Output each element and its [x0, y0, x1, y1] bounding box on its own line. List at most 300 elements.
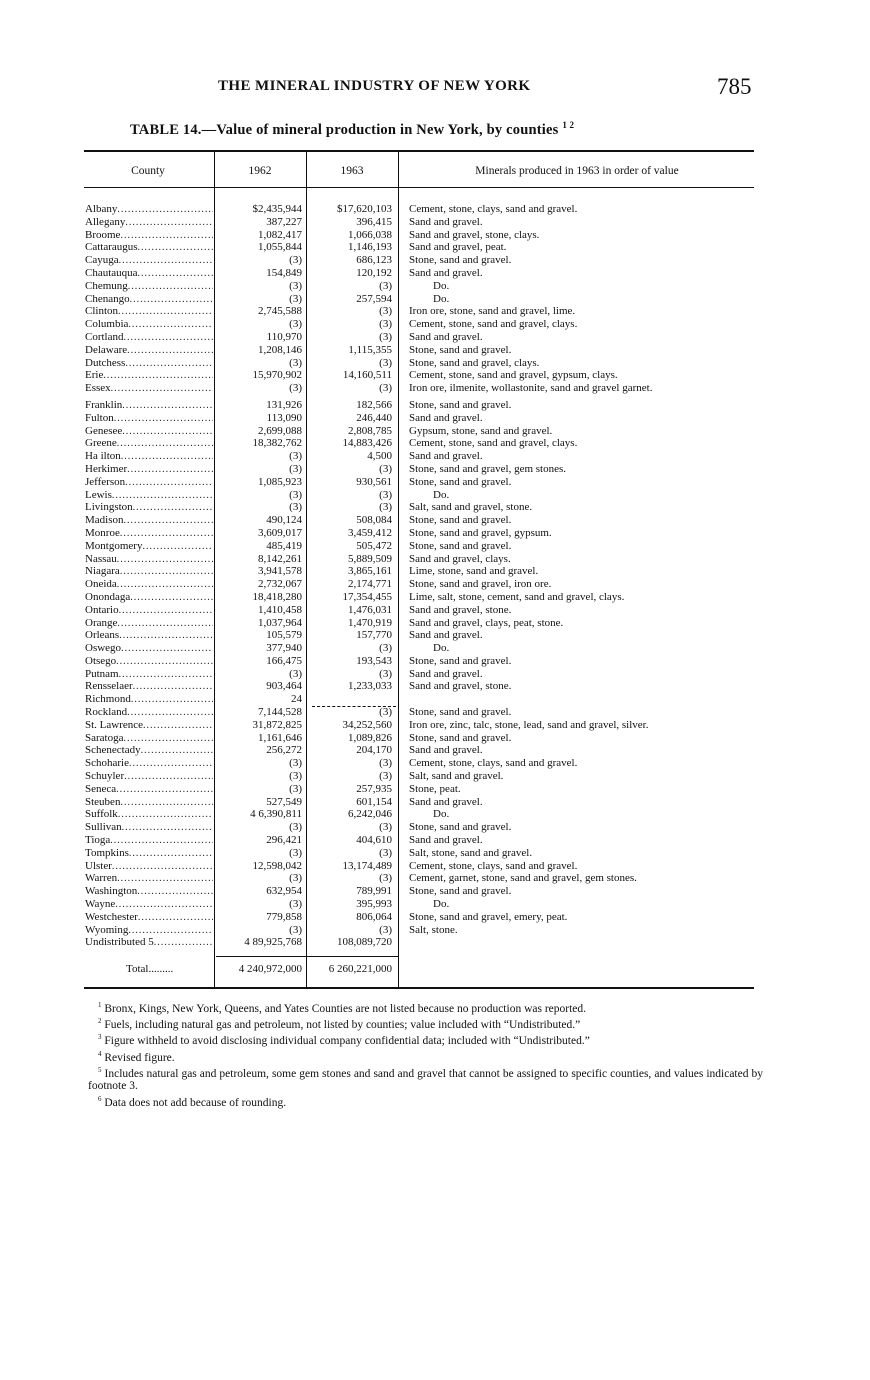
value-1963-cell: (3) — [379, 501, 392, 514]
county-cell: Jefferson ..... — [85, 476, 213, 490]
footnote — [88, 1048, 763, 1064]
minerals-cell: Cement, stone, clays, sand and gravel. — [409, 203, 578, 215]
value-1962-cell: 18,418,280 — [252, 590, 302, 603]
total-label — [126, 963, 216, 976]
table-row — [0, 617, 870, 630]
minerals-cell: Stone, sand and gravel, iron ore. — [409, 578, 552, 591]
minerals-cell: Salt, sand and gravel, stone. — [409, 501, 533, 514]
value-1962-cell: 1,082,417 — [258, 228, 302, 241]
value-1962-cell: 12,598,042 — [252, 859, 302, 872]
header-bottom-rule — [84, 187, 754, 188]
county-cell: Cattaraugus ..... — [85, 241, 213, 255]
value-1963-cell: (3) — [379, 488, 392, 501]
table-caption-text: TABLE 14.—Value of mineral production in New York, by counties — [130, 121, 559, 138]
county-cell: Chenango ..... — [85, 293, 213, 307]
value-1962-cell: 632,954 — [266, 885, 302, 898]
county-cell: Lewis ..... — [85, 489, 213, 503]
county-cell: Steuben ..... — [85, 796, 213, 810]
table-row — [0, 783, 870, 796]
county-cell: Niagara ..... — [85, 565, 213, 579]
minerals-cell: Stone, sand and gravel. — [409, 654, 512, 667]
value-1963-cell: (3) — [379, 318, 392, 331]
minerals-cell: Sand and gravel, stone, clays. — [409, 228, 540, 241]
table-row — [0, 501, 870, 514]
footnote-mark: 1 — [98, 1001, 102, 1009]
county-cell: Columbia ..... — [85, 318, 213, 332]
minerals-cell: Stone, sand and gravel. — [409, 731, 512, 744]
table-row — [0, 489, 870, 502]
value-1963-cell: 14,883,426 — [342, 437, 392, 450]
minerals-cell: Stone, sand and gravel. — [409, 539, 512, 552]
footnote — [88, 1015, 763, 1031]
footnote-text: Fuels, including natural gas and petroleum, not listed by counties; value included with “Undistributed.” — [104, 1019, 581, 1032]
value-1963-cell: $17,620,103 — [337, 203, 392, 215]
minerals-cell: Cement, stone, sand and gravel, clays. — [409, 437, 578, 450]
county-cell: Ontario ..... — [85, 604, 213, 618]
table-row — [0, 437, 870, 450]
value-1963-cell: 806,064 — [356, 910, 392, 923]
page-header — [0, 74, 870, 104]
total-row — [0, 963, 870, 977]
column-header-county: County — [131, 165, 165, 177]
county-cell: Herkimer ..... — [85, 463, 213, 477]
value-1963-cell: 3,865,161 — [348, 565, 392, 578]
value-1963-cell: (3) — [379, 757, 392, 770]
county-cell: Broome ..... — [85, 229, 213, 243]
value-1963-cell: 17,354,455 — [342, 590, 392, 603]
value-1962-cell: 131,926 — [266, 398, 302, 411]
table-row — [0, 382, 870, 395]
minerals-cell: Do. — [433, 642, 450, 655]
value-1963-cell: 14,160,511 — [342, 369, 392, 382]
minerals-cell: Sand and gravel, stone. — [409, 680, 512, 693]
value-1963-cell: 108,089,720 — [337, 936, 392, 949]
column-header-1962: 1962 — [248, 165, 272, 177]
value-1963-cell: 505,472 — [356, 539, 392, 552]
minerals-cell: Stone, sand and gravel. — [409, 821, 512, 834]
table-row — [0, 565, 870, 578]
table-row — [0, 318, 870, 331]
value-1962-cell: 1,085,923 — [258, 475, 302, 488]
table-row — [0, 757, 870, 770]
value-1962-cell: 256,272 — [266, 744, 302, 757]
value-1962-cell: 2,745,588 — [258, 305, 302, 318]
footnote-text: Figure withheld to avoid disclosing individual company confidential data; included with “Undistributed.” — [104, 1035, 590, 1048]
value-1963-cell: (3) — [379, 642, 392, 655]
value-1962-cell: 166,475 — [266, 654, 302, 667]
value-1963-cell: (3) — [379, 706, 392, 719]
footnotes — [88, 999, 763, 1109]
value-1963-cell: (3) — [379, 923, 392, 936]
value-1963-cell: 204,170 — [356, 744, 392, 757]
table-body — [0, 203, 870, 949]
county-cell: Washington ..... — [85, 885, 213, 899]
minerals-cell: Cement, garnet, stone, sand and gravel, gem stones. — [409, 872, 637, 885]
value-1963-cell: (3) — [379, 462, 392, 475]
value-1963-cell: 5,889,509 — [348, 552, 392, 565]
minerals-cell: Do. — [433, 292, 450, 305]
county-cell: Orange ..... — [85, 617, 213, 631]
value-1963-cell: (3) — [379, 279, 392, 292]
minerals-cell: Iron ore, stone, sand and gravel, lime. — [409, 305, 576, 318]
table-row — [0, 553, 870, 566]
footnote-text: Bronx, Kings, New York, Queens, and Yates Counties are not listed because no production was reported. — [104, 1002, 587, 1015]
footnote — [88, 999, 763, 1015]
minerals-cell: Stone, sand and gravel, gypsum. — [409, 526, 552, 539]
table-row — [0, 808, 870, 821]
total-sum-rule — [216, 956, 398, 957]
value-1963-cell: 396,415 — [356, 215, 392, 228]
footnote-mark: 4 — [98, 1049, 102, 1058]
table-row — [0, 331, 870, 344]
table-row — [0, 936, 870, 949]
table-row — [0, 872, 870, 885]
minerals-cell: Do. — [433, 488, 450, 501]
county-cell: Rockland ..... — [85, 706, 213, 720]
value-1963-cell: 1,115,355 — [348, 343, 392, 356]
footnote-mark: 6 — [98, 1094, 102, 1103]
minerals-cell: Stone, sand and gravel, gem stones. — [409, 462, 567, 475]
value-1963-cell: (3) — [379, 846, 392, 859]
table-bottom-rule — [84, 987, 754, 989]
county-cell: Albany ..... — [85, 203, 213, 217]
value-1963-cell: 395,993 — [356, 898, 392, 911]
table-row — [0, 369, 870, 382]
county-cell: Oswego ..... — [85, 642, 213, 656]
value-1962-cell: (3) — [289, 356, 302, 369]
total-1963: 6 260,221,000 — [328, 963, 392, 975]
value-1962-cell: (3) — [289, 318, 302, 331]
county-cell: Saratoga ..... — [85, 732, 213, 746]
table-row — [0, 744, 870, 757]
table-row — [0, 280, 870, 293]
minerals-cell: Stone, sand and gravel, emery, peat. — [409, 910, 568, 923]
value-1962-cell: 779,858 — [266, 910, 302, 923]
minerals-cell: Lime, salt, stone, cement, sand and gravel, clays. — [409, 590, 625, 603]
county-cell: Dutchess ..... — [85, 357, 213, 371]
footnote-mark: 3 — [98, 1033, 102, 1042]
minerals-cell: Stone, sand and gravel. — [409, 475, 512, 488]
county-cell: St. Lawrence ..... — [85, 719, 213, 733]
value-1962-cell: 31,872,825 — [252, 718, 302, 731]
county-cell: Clinton ..... — [85, 305, 213, 319]
footnote-text: Data does not add because of rounding. — [104, 1096, 287, 1109]
value-1962-cell: (3) — [289, 770, 302, 783]
table-row — [0, 591, 870, 604]
value-1962-cell: (3) — [289, 846, 302, 859]
minerals-cell: Cement, stone, sand and gravel, clays. — [409, 318, 578, 331]
value-1963-cell: (3) — [379, 770, 392, 783]
value-1962-cell: 154,849 — [266, 266, 302, 279]
table-row — [0, 412, 870, 425]
footnote — [88, 1064, 763, 1093]
table-row — [0, 655, 870, 668]
value-1963-cell: 1,233,033 — [348, 680, 392, 693]
county-cell: Schuyler ..... — [85, 770, 213, 784]
value-1963-cell: 1,470,919 — [348, 616, 392, 629]
county-cell: Cayuga ..... — [85, 254, 213, 268]
table-row — [0, 834, 870, 847]
table-row — [0, 203, 870, 216]
value-1962-cell: 1,161,646 — [258, 731, 302, 744]
table-row — [0, 305, 870, 318]
value-1962-cell: (3) — [289, 279, 302, 292]
table-row — [0, 693, 870, 706]
county-cell: Schoharie ..... — [85, 757, 213, 771]
table-row — [0, 898, 870, 911]
county-cell: Delaware ..... — [85, 344, 213, 358]
minerals-cell: Sand and gravel. — [409, 330, 483, 343]
county-cell: Wyoming ..... — [85, 924, 213, 938]
table-caption — [130, 120, 574, 139]
county-cell: Ulster ..... — [85, 860, 213, 874]
county-cell: Erie ..... — [85, 369, 213, 383]
total-label-text: Total — [126, 963, 149, 975]
value-1963-cell: 246,440 — [356, 411, 392, 424]
value-1963-cell: 157,770 — [356, 629, 392, 642]
county-cell: Chemung ..... — [85, 280, 213, 294]
minerals-cell: Stone, peat. — [409, 782, 461, 795]
county-cell: Richmond ..... — [85, 693, 213, 707]
value-1962-cell: (3) — [289, 782, 302, 795]
county-cell: Onondaga ..... — [85, 591, 213, 605]
value-1962-cell: (3) — [289, 254, 302, 267]
value-1963-cell: 193,543 — [356, 654, 392, 667]
table-row — [0, 821, 870, 834]
county-cell: Nassau ..... — [85, 553, 213, 567]
footnote-text: Revised figure. — [104, 1051, 175, 1064]
value-1963-cell: 4,500 — [367, 450, 392, 463]
table-row — [0, 254, 870, 267]
table-row — [0, 604, 870, 617]
county-cell: Ha ilton ..... — [85, 450, 213, 464]
value-1963-cell: 1,089,826 — [348, 731, 392, 744]
value-1962-cell: 4 89,925,768 — [244, 936, 302, 949]
minerals-cell: Stone, sand and gravel. — [409, 706, 512, 719]
value-1963-cell: 182,566 — [356, 398, 392, 411]
page-number: 785 — [717, 74, 752, 99]
value-1962-cell: 2,699,088 — [258, 424, 302, 437]
value-1962-cell: 1,410,458 — [258, 603, 302, 616]
value-1963-cell: 1,476,031 — [348, 603, 392, 616]
value-1963-cell: (3) — [379, 821, 392, 834]
value-1962-cell: 3,941,578 — [258, 565, 302, 578]
value-1962-cell: 296,421 — [266, 834, 302, 847]
county-cell: Monroe ..... — [85, 527, 213, 541]
minerals-cell: Stone, sand and gravel. — [409, 398, 512, 411]
value-1962-cell: (3) — [289, 450, 302, 463]
county-cell: Seneca ..... — [85, 783, 213, 797]
table-row — [0, 241, 870, 254]
value-1962-cell: 1,208,146 — [258, 343, 302, 356]
value-1963-cell: 2,174,771 — [348, 578, 392, 591]
column-header-1963: 1963 — [340, 165, 364, 177]
value-1962-cell: (3) — [289, 821, 302, 834]
value-1962-cell: (3) — [289, 923, 302, 936]
value-1963-cell: 1,146,193 — [348, 241, 392, 254]
minerals-cell: Sand and gravel. — [409, 795, 483, 808]
table-row — [0, 668, 870, 681]
column-header-minerals: Minerals produced in 1963 in order of value — [475, 165, 679, 177]
minerals-cell: Cement, stone, sand and gravel, gypsum, clays. — [409, 369, 618, 382]
value-1963-cell: 1,066,038 — [348, 228, 392, 241]
county-cell: Madison ..... — [85, 514, 213, 528]
value-1963-cell: (3) — [379, 382, 392, 395]
minerals-cell: Iron ore, ilmenite, wollastonite, sand and gravel garnet. — [409, 382, 653, 395]
minerals-cell: Cement, stone, clays, sand and gravel. — [409, 859, 578, 872]
table-row — [0, 770, 870, 783]
table-row — [0, 578, 870, 591]
value-1963-cell: 34,252,560 — [342, 718, 392, 731]
footnote — [88, 1031, 763, 1047]
county-cell: Wayne ..... — [85, 898, 213, 912]
total-1962: 4 240,972,000 — [238, 963, 302, 975]
value-1962-cell: 490,124 — [266, 514, 302, 527]
value-1963-cell: 13,174,489 — [342, 859, 392, 872]
value-1962-cell: 2,732,067 — [258, 578, 302, 591]
minerals-cell: Sand and gravel. — [409, 667, 483, 680]
minerals-cell: Sand and gravel, clays. — [409, 552, 511, 565]
value-1962-cell: 377,940 — [266, 642, 302, 655]
county-cell: Cortland ..... — [85, 331, 213, 345]
county-cell: Fulton ..... — [85, 412, 213, 426]
minerals-cell: Sand and gravel. — [409, 834, 483, 847]
value-1962-cell: 105,579 — [266, 629, 302, 642]
minerals-cell: Sand and gravel. — [409, 744, 483, 757]
value-1962-cell: (3) — [289, 757, 302, 770]
table-row — [0, 267, 870, 280]
table-row — [0, 629, 870, 642]
value-1962-cell: (3) — [289, 898, 302, 911]
county-cell: Essex ..... — [85, 382, 213, 396]
minerals-cell: Stone, sand and gravel. — [409, 885, 512, 898]
county-cell: Greene ..... — [85, 437, 213, 451]
county-cell: Putnam ..... — [85, 668, 213, 682]
value-1963-cell: 686,123 — [356, 254, 392, 267]
table-top-rule — [84, 150, 754, 152]
minerals-cell: Salt, sand and gravel. — [409, 770, 504, 783]
table-row — [0, 357, 870, 370]
table-row — [0, 847, 870, 860]
county-cell: Westchester ..... — [85, 911, 213, 925]
value-1962-cell: 387,227 — [266, 215, 302, 228]
total-leader-dots: ......... — [148, 963, 174, 975]
value-1962-cell: $2,435,944 — [252, 203, 302, 215]
county-cell: Oneida ..... — [85, 578, 213, 592]
value-1962-cell: 113,090 — [266, 411, 302, 424]
value-1962-cell: 8,142,261 — [258, 552, 302, 565]
county-cell: Orleans ..... — [85, 629, 213, 643]
value-1962-cell: 110,970 — [266, 330, 302, 343]
county-cell: Allegany ..... — [85, 216, 213, 230]
value-1963-cell: (3) — [379, 356, 392, 369]
value-1962-cell: 18,382,762 — [252, 437, 302, 450]
table-row — [0, 425, 870, 438]
value-1963-cell: (3) — [379, 667, 392, 680]
county-cell: Genesee ..... — [85, 425, 213, 439]
value-1963-cell: 257,935 — [356, 782, 392, 795]
value-1962-cell: 1,037,964 — [258, 616, 302, 629]
minerals-cell: Sand and gravel. — [409, 411, 483, 424]
table-row — [0, 732, 870, 745]
value-1962-cell: (3) — [289, 872, 302, 885]
minerals-cell: Sand and gravel. — [409, 215, 483, 228]
table-row — [0, 344, 870, 357]
value-1962-cell: (3) — [289, 462, 302, 475]
minerals-cell: Gypsum, stone, sand and gravel. — [409, 424, 553, 437]
table-row — [0, 527, 870, 540]
value-1963-cell: 404,610 — [356, 834, 392, 847]
table-row — [0, 293, 870, 306]
value-1963-cell: 3,459,412 — [348, 526, 392, 539]
value-1962-cell: 4 6,390,811 — [250, 808, 302, 821]
minerals-cell: Lime, stone, sand and gravel. — [409, 565, 539, 578]
table-row — [0, 229, 870, 242]
table-row — [0, 860, 870, 873]
footnote-mark: 2 — [98, 1017, 102, 1026]
table-row — [0, 885, 870, 898]
county-cell: Sullivan ..... — [85, 821, 213, 835]
minerals-cell: Sand and gravel, peat. — [409, 241, 507, 254]
value-1963-cell: 120,192 — [356, 266, 392, 279]
table-row — [0, 514, 870, 527]
minerals-cell: Stone, sand and gravel. — [409, 514, 512, 527]
footnote-mark: 5 — [98, 1065, 102, 1074]
minerals-cell: Do. — [433, 279, 450, 292]
value-1963-cell: 930,561 — [356, 475, 392, 488]
value-1963-cell: 601,154 — [356, 795, 392, 808]
minerals-cell: Cement, stone, clays, sand and gravel. — [409, 757, 578, 770]
county-cell: Livingston ..... — [85, 501, 213, 515]
value-1962-cell: (3) — [289, 292, 302, 305]
minerals-cell: Stone, sand and gravel. — [409, 254, 512, 267]
value-1962-cell: (3) — [289, 501, 302, 514]
table-row — [0, 706, 870, 719]
minerals-cell: Stone, sand and gravel. — [409, 343, 512, 356]
minerals-cell: Salt, stone, sand and gravel. — [409, 846, 533, 859]
caption-footnote-refs: 1 2 — [562, 120, 575, 130]
county-cell: Rensselaer ..... — [85, 680, 213, 694]
value-1962-cell: 15,970,902 — [252, 369, 302, 382]
minerals-cell: Do. — [433, 898, 450, 911]
county-cell: Warren ..... — [85, 872, 213, 886]
table-row — [0, 911, 870, 924]
value-1963-cell: (3) — [379, 330, 392, 343]
county-cell: Montgomery ..... — [85, 540, 213, 554]
table-row — [0, 540, 870, 553]
footnote-text: Includes natural gas and petroleum, some gem stones and sand and gravel that cannot be assigned to specific counties, and values indicated by footnote 3. — [88, 1067, 764, 1093]
table-row — [0, 399, 870, 412]
value-1962-cell: 7,144,528 — [258, 706, 302, 719]
value-1962-cell: 903,464 — [266, 680, 302, 693]
value-1963-cell: 257,594 — [356, 292, 392, 305]
value-1962-cell: (3) — [289, 667, 302, 680]
value-1962-cell: 24 — [291, 693, 302, 706]
value-1963-cell: 2,808,785 — [348, 424, 392, 437]
county-cell: Schenectady ..... — [85, 744, 213, 758]
county-cell: Suffolk ..... — [85, 808, 213, 822]
value-1963-cell: (3) — [379, 872, 392, 885]
value-1962-cell: 1,055,844 — [258, 241, 302, 254]
minerals-cell: Sand and gravel. — [409, 629, 483, 642]
minerals-cell: Stone, sand and gravel, clays. — [409, 356, 540, 369]
table-row — [0, 680, 870, 693]
table-row — [0, 463, 870, 476]
minerals-cell: Salt, stone. — [409, 923, 458, 936]
running-title: THE MINERAL INDUSTRY OF NEW YORK — [218, 78, 531, 94]
minerals-cell: Sand and gravel, clays, peat, stone. — [409, 616, 564, 629]
table-row — [0, 642, 870, 655]
